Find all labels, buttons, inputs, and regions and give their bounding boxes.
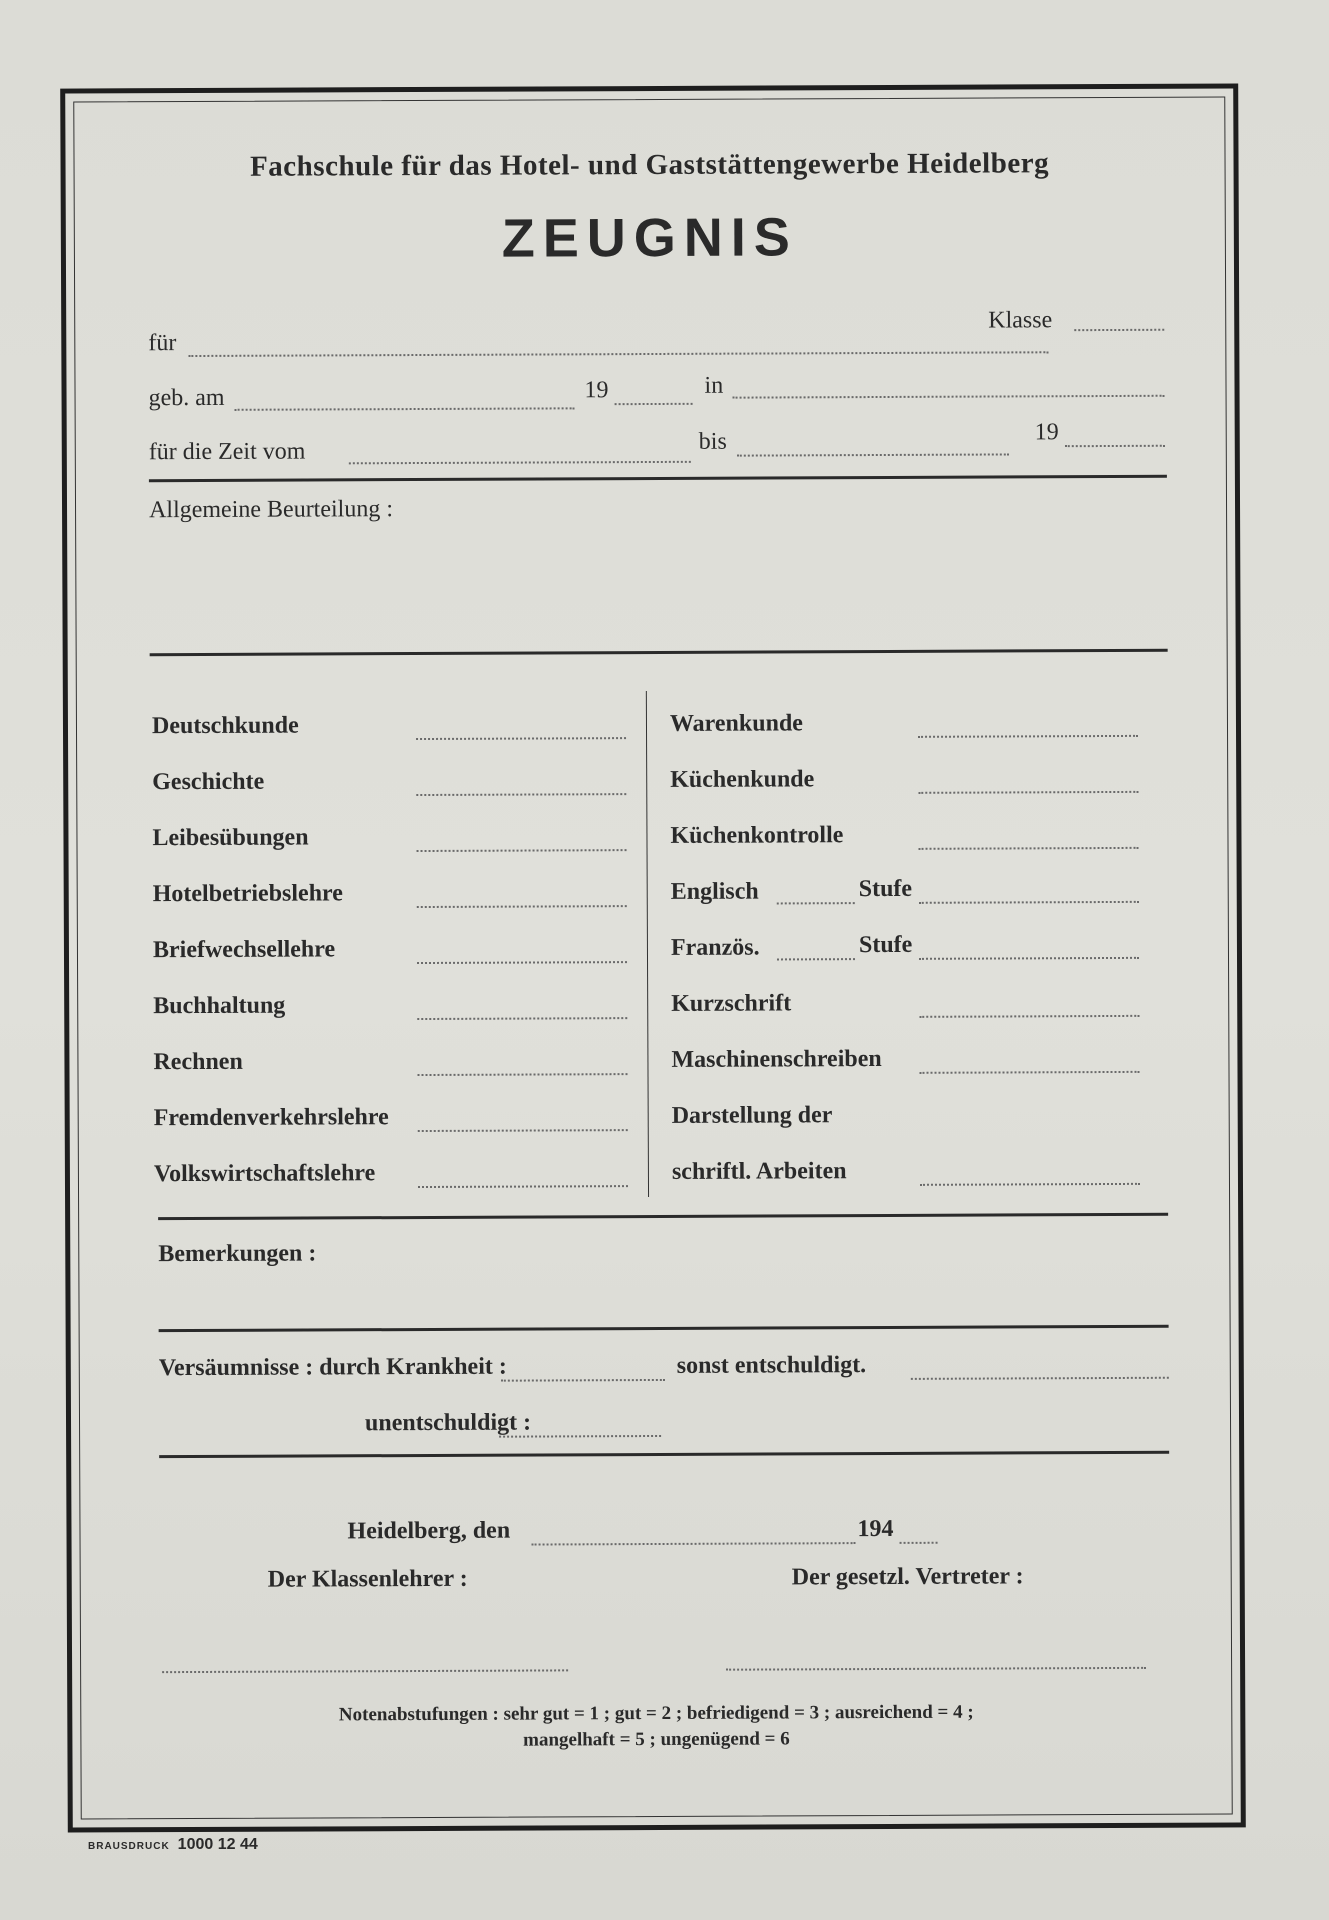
- field-name[interactable]: [188, 351, 1048, 357]
- field-date[interactable]: [532, 1542, 856, 1545]
- subject-briefwechsellehre: Briefwechsellehre: [152, 936, 336, 964]
- subject-warenkunde: Warenkunde: [669, 710, 803, 737]
- grade-kuechenkontrolle[interactable]: [919, 847, 1139, 850]
- printer-name: BRAUSDRUCK: [88, 1841, 170, 1852]
- field-period-from[interactable]: [349, 461, 691, 464]
- grade-maschinenschreiben[interactable]: [919, 1071, 1139, 1074]
- subject-englisch: Englisch: [670, 878, 759, 905]
- field-franzoesisch-level[interactable]: [777, 958, 855, 960]
- divider-4: [159, 1325, 1169, 1332]
- grading-scale-line-2: mangelhaft = 5 ; ungenügend = 6: [523, 1728, 790, 1751]
- certificate-frame: [60, 83, 1246, 1832]
- divider-2: [150, 649, 1168, 656]
- field-absence-illness[interactable]: [501, 1379, 665, 1382]
- label-klassenlehrer: Der Klassenlehrer :: [267, 1565, 468, 1593]
- label-bis: bis: [698, 428, 727, 455]
- grade-rechnen[interactable]: [418, 1073, 628, 1076]
- grade-deutschkunde[interactable]: [416, 737, 626, 740]
- label-geb-am: geb. am: [148, 384, 225, 412]
- label-period-year-prefix: 19: [1034, 419, 1059, 446]
- subject-maschinenschreiben: Maschinenschreiben: [671, 1046, 882, 1073]
- subject-deutschkunde: Deutschkunde: [151, 712, 299, 740]
- field-period-to[interactable]: [737, 453, 1009, 456]
- label-unentschuldigt: unentschuldigt :: [364, 1409, 532, 1437]
- subject-darstellung: Darstellung der: [671, 1102, 833, 1129]
- label-englisch-stufe: Stufe: [858, 875, 913, 903]
- field-date-year[interactable]: [900, 1542, 938, 1544]
- printer-imprint: [88, 1836, 258, 1854]
- subject-kuechenkontrolle: Küchenkontrolle: [670, 822, 844, 849]
- grade-volkswirtschaftslehre[interactable]: [418, 1185, 628, 1188]
- label-klasse: Klasse: [988, 307, 1053, 334]
- label-birth-year-prefix: 19: [584, 377, 609, 404]
- grade-fremdenverkehrslehre[interactable]: [418, 1129, 628, 1132]
- field-englisch-level[interactable]: [777, 902, 855, 904]
- grade-briefwechsellehre[interactable]: [417, 961, 627, 964]
- subject-hotelbetriebslehre: Hotelbetriebslehre: [152, 880, 343, 908]
- grading-scale-line-1: Notenabstufungen : sehr gut = 1 ; gut = 2 ; befriedigend = 3 ; ausreichend = 4 ;: [338, 1701, 974, 1726]
- grade-kurzschrift[interactable]: [919, 1015, 1139, 1018]
- field-birthdate[interactable]: [235, 407, 575, 410]
- label-fuer: für: [148, 330, 177, 357]
- grade-hotelbetriebslehre[interactable]: [417, 905, 627, 908]
- subject-geschichte: Geschichte: [152, 768, 265, 796]
- field-absence-excused[interactable]: [911, 1377, 1169, 1380]
- subject-buchhaltung: Buchhaltung: [153, 992, 286, 1020]
- certificate-content: [65, 88, 1241, 1827]
- label-date-year: 194: [857, 1515, 894, 1543]
- subject-rechnen: Rechnen: [153, 1048, 243, 1076]
- field-birthplace[interactable]: [733, 395, 1165, 399]
- field-klasse[interactable]: [1074, 329, 1164, 331]
- signature-line-guardian[interactable]: [726, 1667, 1146, 1671]
- label-bemerkungen: Bemerkungen :: [158, 1240, 317, 1268]
- grade-leibesuebungen[interactable]: [417, 849, 627, 852]
- grade-darstellung[interactable]: [920, 1183, 1140, 1186]
- grade-kuechenkunde[interactable]: [918, 791, 1138, 794]
- grade-englisch[interactable]: [919, 901, 1139, 904]
- subject-kurzschrift: Kurzschrift: [671, 990, 792, 1017]
- subject-volkswirtschaftslehre: Volkswirtschaftslehre: [153, 1160, 376, 1188]
- subject-fremdenverkehrslehre: Fremdenverkehrslehre: [153, 1104, 389, 1132]
- grade-franzoesisch[interactable]: [919, 957, 1139, 960]
- grade-warenkunde[interactable]: [918, 735, 1138, 738]
- divider-1: [149, 475, 1167, 482]
- field-birth-year[interactable]: [615, 403, 693, 405]
- divider-5: [159, 1451, 1169, 1458]
- divider-3: [158, 1213, 1168, 1220]
- field-period-year[interactable]: [1065, 445, 1165, 447]
- label-place-date: Heidelberg, den: [347, 1517, 511, 1545]
- label-in: in: [704, 372, 724, 399]
- subject-schriftl-arbeiten: schriftl. Arbeiten: [671, 1158, 847, 1185]
- label-zeit-vom: für die Zeit vom: [148, 438, 306, 466]
- subject-kuechenkunde: Küchenkunde: [670, 766, 815, 793]
- subject-franzoesisch: Französ.: [670, 934, 760, 961]
- label-versaeumnisse: Versäumnisse : durch Krankheit :: [158, 1353, 507, 1382]
- label-gesetzl-vertreter: Der gesetzl. Vertreter :: [791, 1563, 1024, 1591]
- grade-buchhaltung[interactable]: [417, 1017, 627, 1020]
- document-title: ZEUGNIS: [501, 207, 799, 269]
- print-code: 1000 12 44: [177, 1836, 258, 1853]
- school-name: Fachschule für das Hotel- und Gaststättengewerbe Heidelberg: [249, 147, 1050, 183]
- subject-leibesuebungen: Leibesübungen: [152, 824, 309, 852]
- label-franzoesisch-stufe: Stufe: [858, 931, 913, 959]
- subjects-column-divider: [646, 691, 649, 1197]
- label-sonst-entschuldigt: sonst entschuldigt.: [676, 1352, 867, 1379]
- label-beurteilung: Allgemeine Beurteilung :: [148, 496, 394, 524]
- signature-line-teacher[interactable]: [162, 1669, 568, 1673]
- grade-geschichte[interactable]: [416, 793, 626, 796]
- field-absence-unexcused[interactable]: [499, 1435, 661, 1438]
